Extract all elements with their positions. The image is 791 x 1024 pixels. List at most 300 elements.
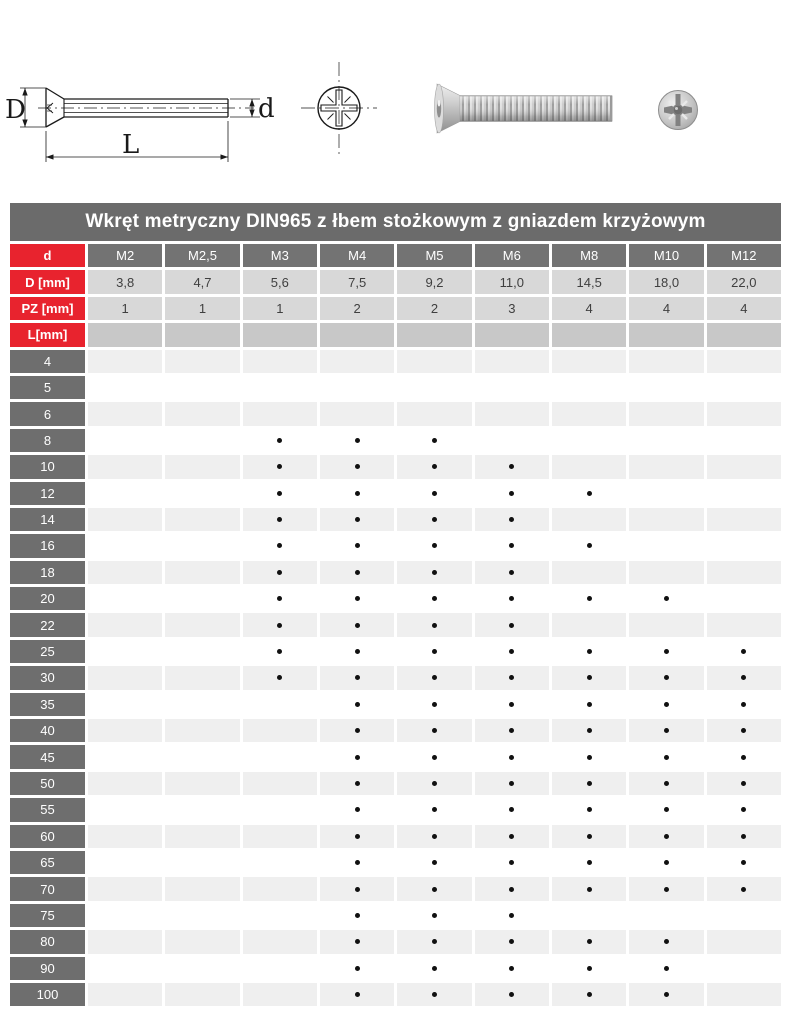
availability-dot [664,675,669,680]
availability-cell [707,561,781,584]
availability-cell [552,402,626,425]
availability-cell [320,402,394,425]
length-header-empty-cell [320,323,394,346]
availability-cell [707,587,781,610]
availability-cell [165,930,239,953]
availability-cell [552,640,626,663]
availability-dot [277,570,282,575]
availability-cell [475,719,549,742]
availability-cell [629,957,703,980]
length-header-empty-cell [243,323,317,346]
length-label-cell: 16 [10,534,85,557]
availability-cell [629,350,703,373]
availability-dot [432,966,437,971]
availability-cell [707,745,781,768]
availability-cell [320,693,394,716]
length-header-empty-cell [165,323,239,346]
availability-cell [165,402,239,425]
availability-dot [355,728,360,733]
availability-cell [88,640,162,663]
availability-cell [320,508,394,531]
availability-dot [509,939,514,944]
availability-cell [88,957,162,980]
availability-cell [707,482,781,505]
availability-cell [88,376,162,399]
availability-cell [165,613,239,636]
availability-cell [320,429,394,452]
length-label-cell: 30 [10,666,85,689]
availability-cell [629,508,703,531]
availability-cell [552,904,626,927]
availability-cell [243,930,317,953]
spec-value-cell: 4 [707,297,781,320]
availability-cell [165,482,239,505]
spec-value-cell: 2 [397,297,471,320]
length-header-empty-cell [629,323,703,346]
length-label-cell: 75 [10,904,85,927]
availability-dot [355,755,360,760]
availability-cell [320,851,394,874]
availability-cell [243,904,317,927]
availability-cell [629,983,703,1006]
screw-photo-side [435,84,613,133]
availability-dot [355,464,360,469]
length-label-cell: 10 [10,455,85,478]
availability-dot [355,491,360,496]
availability-cell [707,534,781,557]
availability-cell [165,904,239,927]
column-header-cell: M6 [475,244,549,267]
availability-dot [664,939,669,944]
spec-value-cell: 14,5 [552,270,626,293]
availability-dot [432,570,437,575]
spec-value-cell: 7,5 [320,270,394,293]
availability-cell [629,587,703,610]
length-header-label: L[mm] [10,323,85,346]
availability-dot [355,596,360,601]
availability-dot [664,728,669,733]
availability-cell [552,376,626,399]
availability-dot [587,728,592,733]
availability-dot [277,491,282,496]
column-header-cell: M8 [552,244,626,267]
availability-cell [320,350,394,373]
availability-cell [552,429,626,452]
availability-cell [475,613,549,636]
availability-cell [397,693,471,716]
availability-cell [552,877,626,900]
availability-cell [320,482,394,505]
availability-dot [277,438,282,443]
availability-cell [243,376,317,399]
availability-dot [587,702,592,707]
table-title: Wkręt metryczny DIN965 z łbem stożkowym z gniazdem krzyżowym [10,203,781,241]
length-label-cell: 70 [10,877,85,900]
availability-dot [277,464,282,469]
availability-cell [320,877,394,900]
availability-cell [397,402,471,425]
length-label-cell: 80 [10,930,85,953]
availability-cell [629,719,703,742]
length-header-empty-cell [707,323,781,346]
availability-dot [509,755,514,760]
availability-dot [509,834,514,839]
length-label-cell: 12 [10,482,85,505]
availability-dot [277,623,282,628]
availability-cell [320,534,394,557]
availability-cell [475,376,549,399]
availability-cell [707,666,781,689]
availability-cell [397,534,471,557]
availability-dot [432,464,437,469]
availability-cell [397,455,471,478]
availability-cell [320,640,394,663]
availability-cell [165,534,239,557]
availability-cell [629,534,703,557]
availability-cell [629,640,703,663]
availability-cell [552,350,626,373]
availability-cell [320,825,394,848]
availability-dot [664,834,669,839]
availability-dot [509,491,514,496]
availability-cell [397,798,471,821]
availability-cell [88,350,162,373]
availability-dot [587,807,592,812]
availability-cell [243,693,317,716]
screw-figure-svg [0,0,791,200]
availability-cell [165,825,239,848]
availability-dot [509,675,514,680]
availability-dot [587,649,592,654]
availability-cell [552,666,626,689]
availability-cell [165,851,239,874]
availability-dot [587,755,592,760]
availability-cell [397,587,471,610]
availability-cell [552,719,626,742]
spec-value-cell: 18,0 [629,270,703,293]
availability-dot [509,543,514,548]
availability-dot [432,596,437,601]
availability-cell [88,402,162,425]
availability-cell [552,561,626,584]
availability-cell [88,904,162,927]
length-label-cell: 90 [10,957,85,980]
availability-dot [664,649,669,654]
availability-cell [165,719,239,742]
availability-cell [320,455,394,478]
availability-cell [707,640,781,663]
availability-cell [243,482,317,505]
availability-dot [277,596,282,601]
availability-cell [320,613,394,636]
availability-cell [88,455,162,478]
availability-cell [320,772,394,795]
availability-cell [165,957,239,980]
availability-cell [475,455,549,478]
availability-cell [707,772,781,795]
availability-dot [587,491,592,496]
availability-cell [397,877,471,900]
availability-cell [88,613,162,636]
availability-cell [397,429,471,452]
availability-cell [475,534,549,557]
availability-cell [707,930,781,953]
availability-cell [475,587,549,610]
availability-dot [277,675,282,680]
availability-cell [707,851,781,874]
screw-photo-head [659,91,698,130]
availability-cell [629,666,703,689]
availability-cell [320,983,394,1006]
availability-cell [243,429,317,452]
availability-dot [277,543,282,548]
availability-dot [664,860,669,865]
availability-cell [243,350,317,373]
length-label-cell: 22 [10,613,85,636]
availability-cell [165,350,239,373]
availability-cell [165,508,239,531]
length-label-cell: 18 [10,561,85,584]
length-label-cell: 6 [10,402,85,425]
availability-cell [475,350,549,373]
availability-cell [88,561,162,584]
availability-dot [432,675,437,680]
availability-cell [707,877,781,900]
availability-cell [397,825,471,848]
availability-cell [475,745,549,768]
availability-cell [552,957,626,980]
availability-cell [475,957,549,980]
spec-value-cell: 1 [243,297,317,320]
length-label-cell: 14 [10,508,85,531]
availability-dot [509,702,514,707]
availability-dot [664,781,669,786]
availability-cell [243,613,317,636]
availability-dot [741,649,746,654]
availability-dot [432,781,437,786]
spec-value-cell: 1 [165,297,239,320]
availability-dot [355,675,360,680]
availability-cell [88,983,162,1006]
availability-cell [475,561,549,584]
availability-dot [432,939,437,944]
availability-cell [552,798,626,821]
availability-cell [243,587,317,610]
availability-dot [587,675,592,680]
availability-dot [741,675,746,680]
availability-cell [475,851,549,874]
availability-cell [320,745,394,768]
availability-cell [475,640,549,663]
availability-dot [741,728,746,733]
availability-cell [475,693,549,716]
availability-cell [88,534,162,557]
availability-cell [629,904,703,927]
availability-dot [355,781,360,786]
spec-value-cell: 4 [552,297,626,320]
availability-dot [587,596,592,601]
availability-cell [88,851,162,874]
availability-cell [243,561,317,584]
availability-dot [432,702,437,707]
availability-cell [88,482,162,505]
availability-dot [509,992,514,997]
availability-dot [355,543,360,548]
availability-cell [552,983,626,1006]
length-label-cell: 25 [10,640,85,663]
column-header-cell: M2,5 [165,244,239,267]
availability-cell [552,534,626,557]
availability-dot [432,887,437,892]
availability-cell [243,825,317,848]
availability-cell [320,719,394,742]
availability-dot [355,702,360,707]
availability-dot [432,543,437,548]
availability-dot [664,992,669,997]
availability-cell [629,429,703,452]
spec-value-cell: 1 [88,297,162,320]
availability-dot [355,807,360,812]
availability-cell [88,666,162,689]
availability-cell [707,376,781,399]
length-label-cell: 100 [10,983,85,1006]
availability-cell [397,640,471,663]
availability-dot [587,966,592,971]
availability-dot [355,649,360,654]
availability-cell [165,666,239,689]
availability-cell [243,455,317,478]
availability-cell [629,772,703,795]
availability-cell [397,957,471,980]
availability-dot [741,887,746,892]
availability-cell [707,983,781,1006]
availability-cell [629,930,703,953]
dimension-label-D: D [5,95,26,125]
availability-dot [664,807,669,812]
corner-header-cell: d [10,244,85,267]
availability-cell [165,693,239,716]
availability-cell [243,798,317,821]
availability-dot [587,939,592,944]
availability-cell [88,772,162,795]
length-header-empty-cell [552,323,626,346]
availability-cell [165,877,239,900]
availability-cell [397,904,471,927]
availability-dot [509,860,514,865]
availability-cell [243,534,317,557]
spec-value-cell: 4,7 [165,270,239,293]
availability-dot [355,860,360,865]
length-header-empty-cell [397,323,471,346]
availability-cell [552,851,626,874]
availability-dot [509,464,514,469]
availability-cell [397,613,471,636]
availability-cell [629,455,703,478]
availability-dot [509,649,514,654]
dimension-label-L: L [122,130,140,160]
availability-cell [629,693,703,716]
spec-value-cell: 5,6 [243,270,317,293]
availability-cell [243,877,317,900]
availability-dot [432,913,437,918]
availability-cell [629,402,703,425]
availability-cell [629,798,703,821]
availability-cell [243,508,317,531]
availability-dot [432,438,437,443]
availability-dot [355,913,360,918]
availability-dot [664,755,669,760]
availability-cell [397,508,471,531]
availability-dot [277,649,282,654]
availability-cell [165,983,239,1006]
availability-cell [88,719,162,742]
spec-value-cell: 4 [629,297,703,320]
availability-cell [243,640,317,663]
availability-cell [397,772,471,795]
availability-dot [741,860,746,865]
availability-dot [432,807,437,812]
column-header-cell: M10 [629,244,703,267]
availability-dot [509,596,514,601]
column-header-cell: M2 [88,244,162,267]
availability-cell [629,613,703,636]
figure-area [0,0,791,200]
availability-cell [707,350,781,373]
availability-dot [664,702,669,707]
availability-dot [587,860,592,865]
availability-cell [475,825,549,848]
availability-cell [707,798,781,821]
availability-dot [741,807,746,812]
availability-cell [88,429,162,452]
availability-dot [355,623,360,628]
column-header-cell: M12 [707,244,781,267]
availability-cell [552,455,626,478]
availability-cell [165,798,239,821]
availability-cell [88,798,162,821]
availability-cell [320,904,394,927]
availability-dot [432,860,437,865]
availability-cell [552,772,626,795]
availability-dot [432,517,437,522]
availability-cell [320,930,394,953]
availability-cell [320,798,394,821]
length-label-cell: 4 [10,350,85,373]
spec-row-label: D [mm] [10,270,85,293]
length-label-cell: 8 [10,429,85,452]
column-header-cell: M5 [397,244,471,267]
availability-dot [509,807,514,812]
availability-cell [629,561,703,584]
availability-cell [707,719,781,742]
availability-cell [88,825,162,848]
availability-cell [243,772,317,795]
availability-dot [432,834,437,839]
availability-cell [707,904,781,927]
availability-cell [629,376,703,399]
availability-cell [707,455,781,478]
availability-dot [432,491,437,496]
availability-cell [707,613,781,636]
length-label-cell: 5 [10,376,85,399]
column-header-cell: M4 [320,244,394,267]
availability-cell [629,745,703,768]
availability-dot [587,834,592,839]
availability-cell [88,745,162,768]
availability-dot [509,887,514,892]
availability-cell [320,957,394,980]
length-header-empty-cell [475,323,549,346]
